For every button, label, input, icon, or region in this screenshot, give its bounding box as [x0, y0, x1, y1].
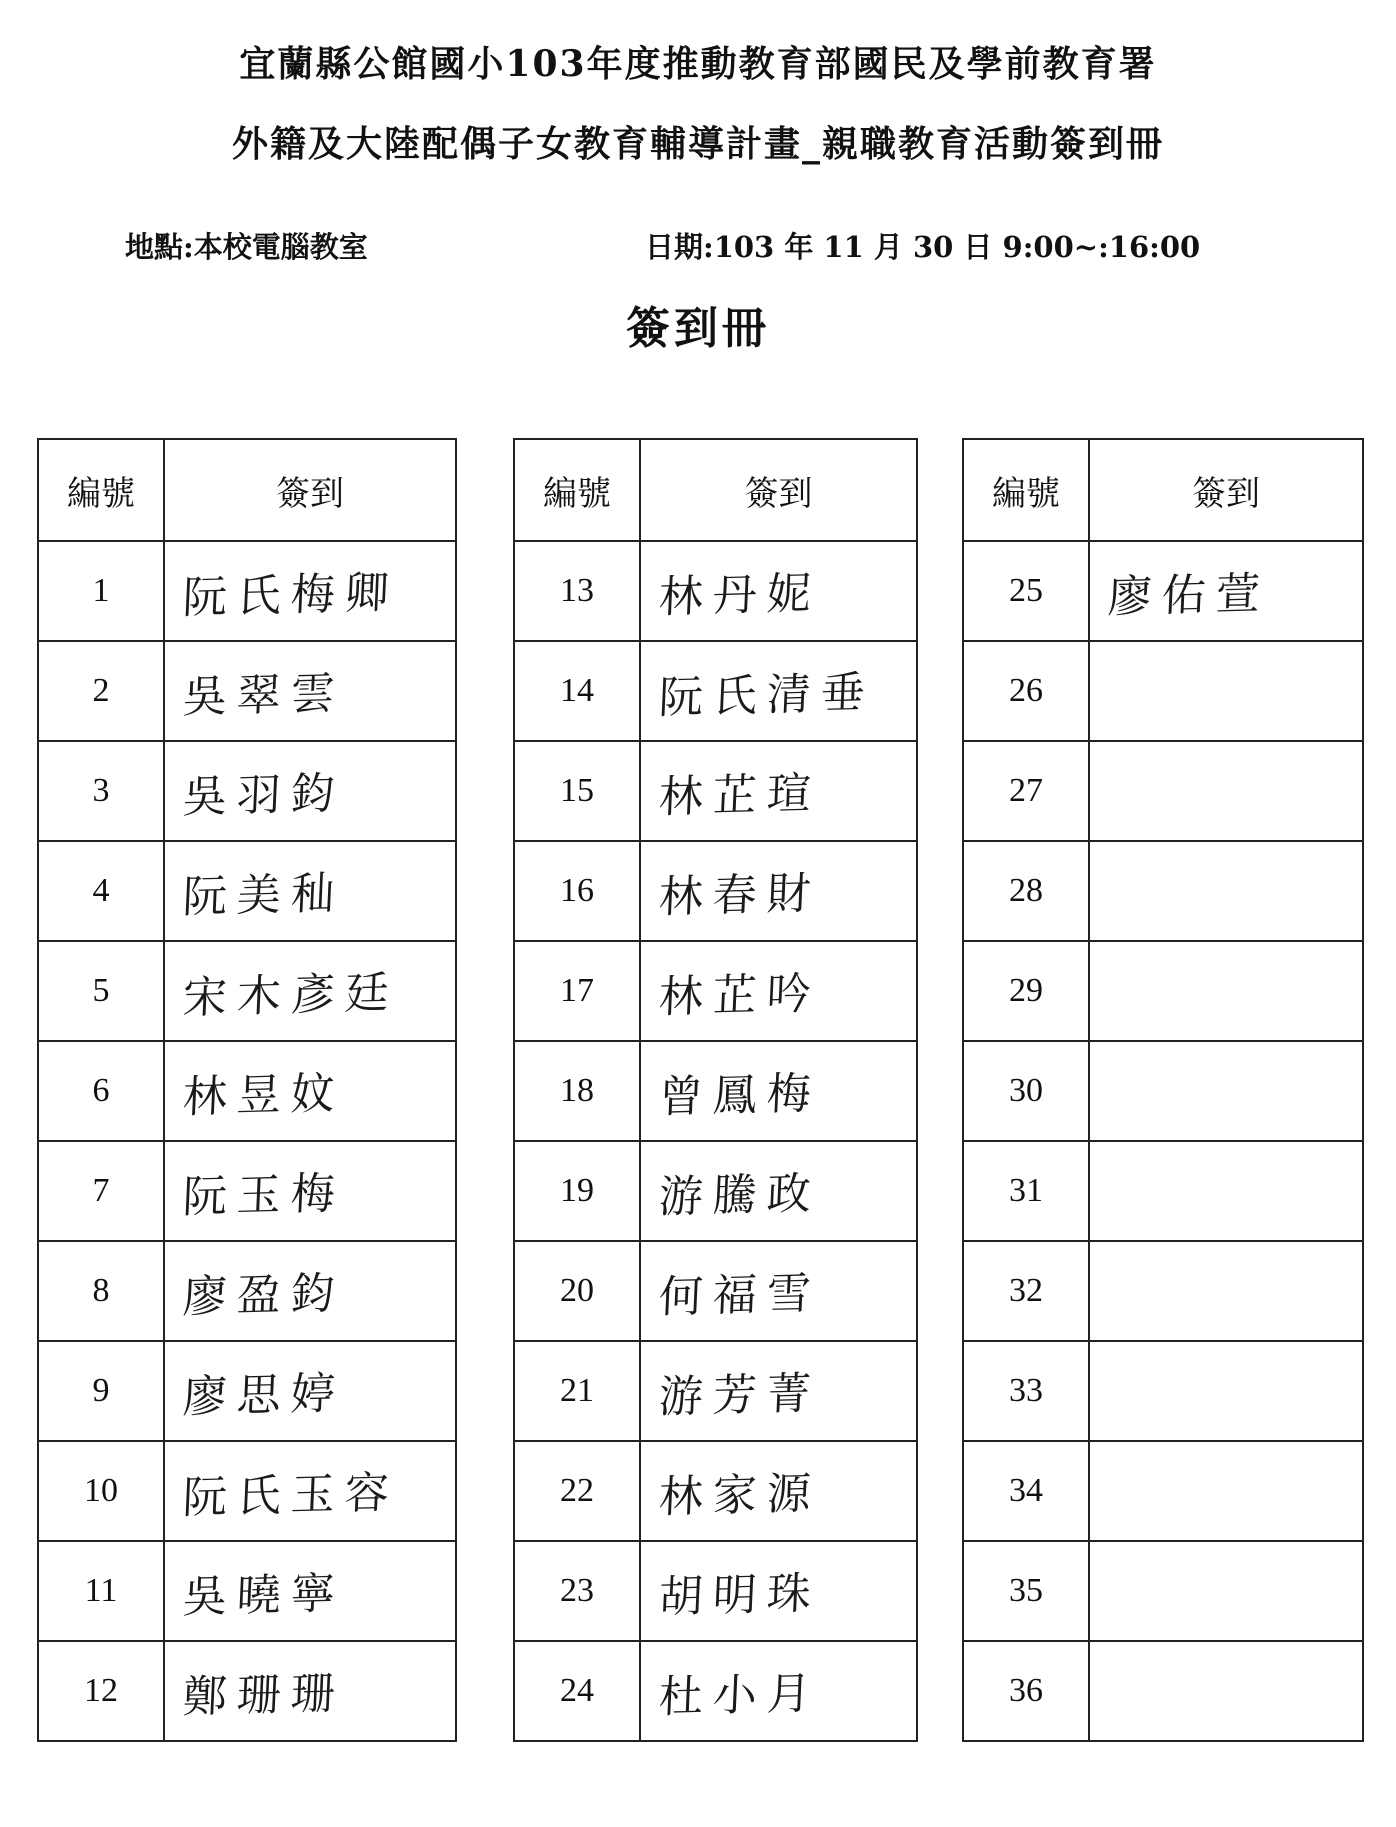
table-row [38, 1041, 456, 1141]
handwritten-signature: 杜小月 [657, 1667, 822, 1724]
signature-cell [1089, 741, 1363, 841]
row-number: 7 [38, 1141, 164, 1241]
row-number: 2 [38, 641, 164, 741]
table-row [963, 1141, 1363, 1241]
table-row [963, 1241, 1363, 1341]
row-number: 28 [963, 841, 1089, 941]
handwritten-signature: 林芷瑄 [657, 767, 822, 824]
handwritten-signature: 鄭珊珊 [181, 1667, 346, 1724]
handwritten-signature: 林昱妏 [181, 1067, 346, 1124]
handwritten-signature: 曾鳳梅 [657, 1067, 822, 1124]
document-title-line-1: 宜蘭縣公館國小103年度推動教育部國民及學前教育署 [239, 43, 1157, 85]
row-number: 31 [963, 1141, 1089, 1241]
signature-cell [164, 641, 456, 741]
signature-cell [640, 1241, 917, 1341]
signature-cell [640, 1141, 917, 1241]
sign-in-table-right [962, 438, 1364, 1742]
row-number: 20 [514, 1241, 640, 1341]
handwritten-signature: 阮玉梅 [181, 1167, 346, 1224]
table-row [514, 1041, 917, 1141]
row-number: 19 [514, 1141, 640, 1241]
signature-cell [640, 1641, 917, 1741]
signature-cell [640, 841, 917, 941]
sign-in-heading: 簽到冊 [626, 303, 770, 354]
signature-cell [640, 941, 917, 1041]
column-header-sign: 簽到 [1089, 439, 1363, 541]
handwritten-signature: 何福雪 [657, 1267, 822, 1324]
signature-cell [1089, 1341, 1363, 1441]
signature-cell [640, 641, 917, 741]
row-number: 33 [963, 1341, 1089, 1441]
row-number: 36 [963, 1641, 1089, 1741]
row-number: 13 [514, 541, 640, 641]
table-row [38, 1241, 456, 1341]
handwritten-signature: 胡明珠 [657, 1567, 822, 1624]
table-row [963, 1041, 1363, 1141]
table-row [514, 941, 917, 1041]
table-row [514, 741, 917, 841]
table-row [963, 1441, 1363, 1541]
table-row [38, 941, 456, 1041]
signature-cell [1089, 1641, 1363, 1741]
row-number: 34 [963, 1441, 1089, 1541]
table-body [963, 541, 1363, 1741]
table-row [514, 1441, 917, 1541]
signature-cell [1089, 1541, 1363, 1641]
signature-cell [164, 1241, 456, 1341]
row-number: 35 [963, 1541, 1089, 1641]
handwritten-signature: 阮氏梅卿 [181, 567, 400, 624]
sign-in-table-middle [513, 438, 918, 1742]
handwritten-signature: 游芳菁 [657, 1367, 822, 1424]
row-number: 23 [514, 1541, 640, 1641]
row-number: 25 [963, 541, 1089, 641]
table-row [514, 541, 917, 641]
handwritten-signature: 廖佑萱 [1106, 567, 1271, 624]
handwritten-signature: 廖盈鈞 [181, 1267, 346, 1324]
table-body [514, 541, 917, 1741]
row-number: 16 [514, 841, 640, 941]
handwritten-signature: 吳翠雲 [181, 667, 346, 724]
signature-cell [164, 841, 456, 941]
table-header-row [38, 439, 456, 541]
signature-cell [164, 1341, 456, 1441]
row-number: 12 [38, 1641, 164, 1741]
signature-cell [1089, 541, 1363, 641]
signature-cell [640, 1341, 917, 1441]
handwritten-signature: 林芷吟 [657, 967, 822, 1024]
signature-cell [640, 1041, 917, 1141]
signature-cell [640, 1441, 917, 1541]
signature-cell [164, 1041, 456, 1141]
row-number: 22 [514, 1441, 640, 1541]
handwritten-signature: 吳羽鈞 [181, 767, 346, 824]
row-number: 4 [38, 841, 164, 941]
signature-cell [1089, 1441, 1363, 1541]
signature-cell [164, 741, 456, 841]
column-header-number: 編號 [514, 439, 640, 541]
handwritten-signature: 林丹妮 [657, 567, 822, 624]
event-date: 日期:103 年 11 月 30 日 9:00~:16:00 [645, 230, 1201, 264]
signature-cell [164, 1141, 456, 1241]
table-row [514, 1241, 917, 1341]
signature-cell [164, 1541, 456, 1641]
signature-cell [1089, 641, 1363, 741]
table-row [38, 1541, 456, 1641]
sign-in-table-left [37, 438, 457, 1742]
handwritten-signature: 阮氏玉容 [181, 1467, 400, 1524]
signature-cell [640, 741, 917, 841]
table-row [963, 541, 1363, 641]
table-row [38, 541, 456, 641]
handwritten-signature: 林春財 [657, 867, 822, 924]
table-row [38, 1441, 456, 1541]
table-row [38, 841, 456, 941]
table-row [514, 1141, 917, 1241]
table-header-row [963, 439, 1363, 541]
signature-cell [640, 1541, 917, 1641]
row-number: 8 [38, 1241, 164, 1341]
column-header-number: 編號 [963, 439, 1089, 541]
handwritten-signature: 阮美秈 [181, 867, 346, 924]
handwritten-signature: 游騰政 [657, 1167, 822, 1224]
table-row [38, 1341, 456, 1441]
row-number: 21 [514, 1341, 640, 1441]
row-number: 3 [38, 741, 164, 841]
row-number: 26 [963, 641, 1089, 741]
event-location: 地點:本校電腦教室 [125, 230, 368, 264]
handwritten-signature: 宋木彥廷 [181, 967, 400, 1024]
column-header-sign: 簽到 [164, 439, 456, 541]
row-number: 1 [38, 541, 164, 641]
column-header-sign: 簽到 [640, 439, 917, 541]
row-number: 6 [38, 1041, 164, 1141]
table-row [963, 1641, 1363, 1741]
table-row [963, 641, 1363, 741]
table-row [38, 641, 456, 741]
row-number: 18 [514, 1041, 640, 1141]
table-header-row [514, 439, 917, 541]
row-number: 11 [38, 1541, 164, 1641]
signature-cell [1089, 1241, 1363, 1341]
row-number: 30 [963, 1041, 1089, 1141]
signature-cell [1089, 841, 1363, 941]
table-body [38, 541, 456, 1741]
row-number: 17 [514, 941, 640, 1041]
table-row [963, 1341, 1363, 1441]
table-row [514, 1641, 917, 1741]
table-row [38, 1141, 456, 1241]
row-number: 10 [38, 1441, 164, 1541]
table-row [38, 741, 456, 841]
row-number: 15 [514, 741, 640, 841]
signature-cell [1089, 941, 1363, 1041]
row-number: 14 [514, 641, 640, 741]
row-number: 5 [38, 941, 164, 1041]
table-row [514, 1341, 917, 1441]
signature-cell [164, 1641, 456, 1741]
row-number: 27 [963, 741, 1089, 841]
row-number: 24 [514, 1641, 640, 1741]
handwritten-signature: 林家源 [657, 1467, 822, 1524]
signature-cell [164, 541, 456, 641]
table-row [963, 1541, 1363, 1641]
table-row [514, 1541, 917, 1641]
row-number: 29 [963, 941, 1089, 1041]
signature-cell [164, 1441, 456, 1541]
signature-cell [164, 941, 456, 1041]
table-row [38, 1641, 456, 1741]
row-number: 9 [38, 1341, 164, 1441]
table-row [514, 841, 917, 941]
signature-cell [1089, 1141, 1363, 1241]
signature-cell [640, 541, 917, 641]
signature-cell [1089, 1041, 1363, 1141]
document-title-line-2: 外籍及大陸配偶子女教育輔導計畫_親職教育活動簽到冊 [231, 123, 1164, 165]
table-row [963, 841, 1363, 941]
handwritten-signature: 吳曉寧 [181, 1567, 346, 1624]
column-header-number: 編號 [38, 439, 164, 541]
handwritten-signature: 阮氏清垂 [657, 667, 876, 724]
table-row [963, 741, 1363, 841]
table-row [963, 941, 1363, 1041]
handwritten-signature: 廖思婷 [181, 1367, 346, 1424]
row-number: 32 [963, 1241, 1089, 1341]
table-row [514, 641, 917, 741]
